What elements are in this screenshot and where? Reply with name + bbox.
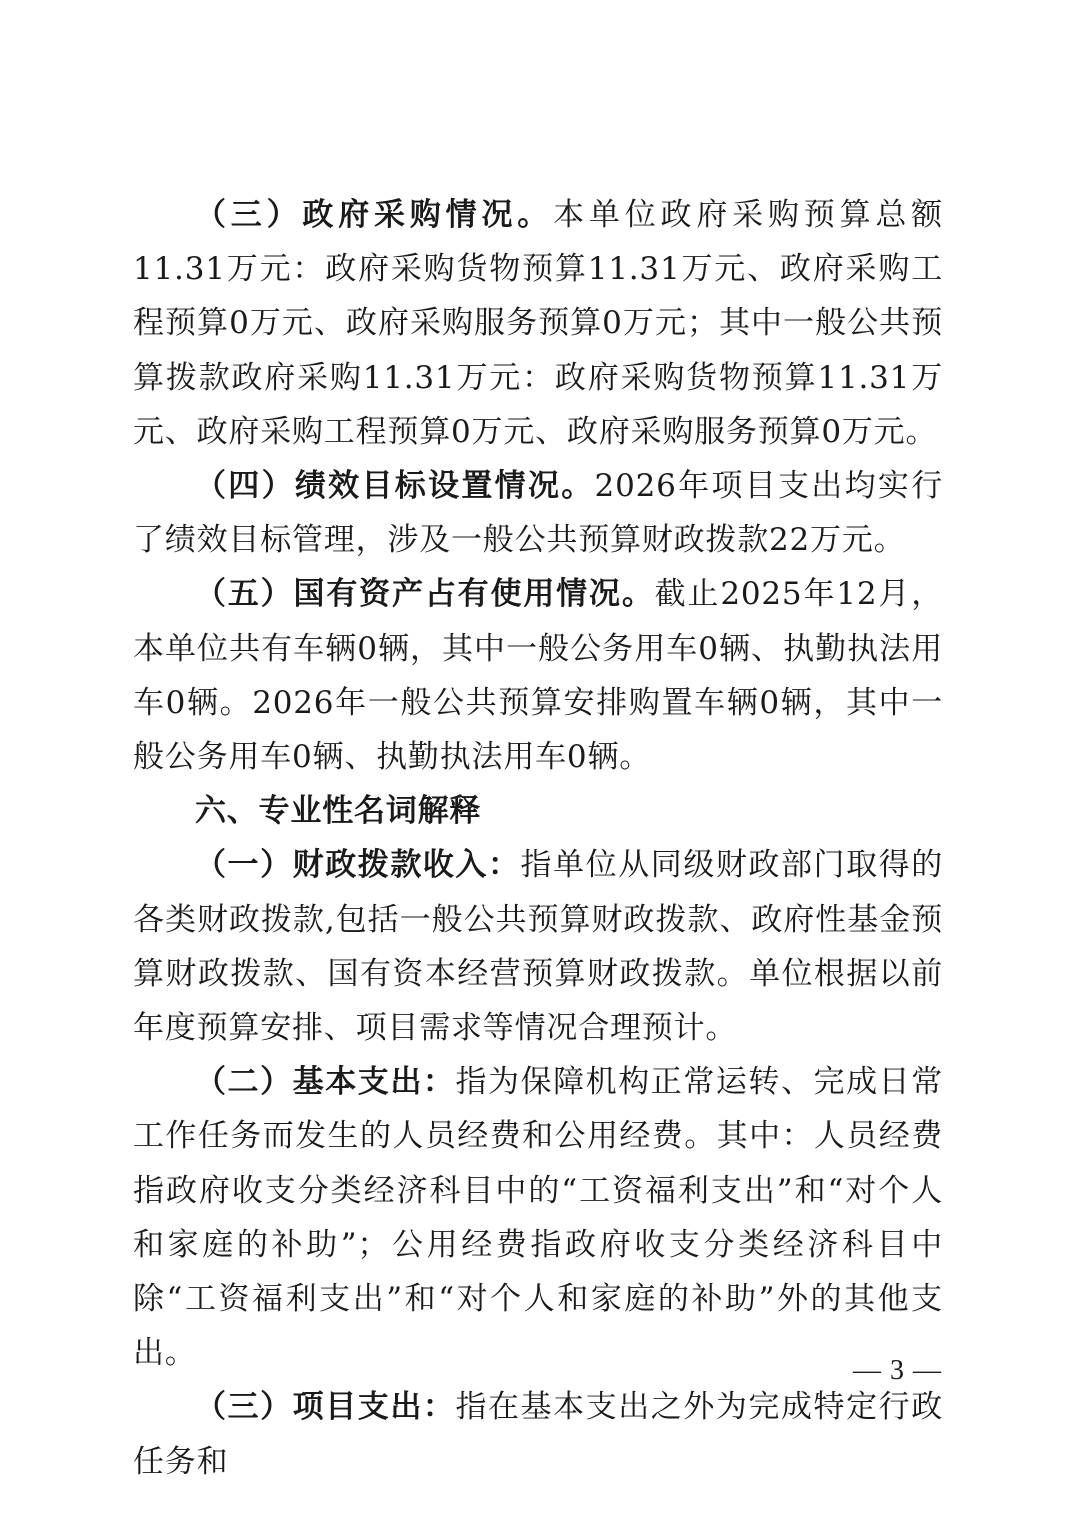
paragraph-government-procurement [133, 188, 943, 459]
paragraph-state-assets [133, 567, 943, 784]
document-body [133, 188, 943, 1489]
definition-basic-expenditure [133, 1055, 943, 1380]
definition-term: （三）项目支出： [195, 1389, 456, 1426]
page-number: — 3 — [853, 1355, 942, 1386]
definition-term: （一）财政拨款收入： [195, 847, 521, 884]
definition-project-expenditure [133, 1380, 943, 1488]
paragraph-text: 2026年项目支出均实行了绩效目标管理，涉及一般公共预算财政拨款22万元。 [133, 468, 943, 559]
definition-term: （二）基本支出： [195, 1064, 456, 1101]
paragraph-lead: （四）绩效目标设置情况。 [195, 468, 595, 505]
paragraph-lead: （五）国有资产占有使用情况。 [195, 576, 655, 613]
definition-text: 指单位从同级财政部门取得的各类财政拨款,包括一般公共预算财政拨款、政府性基金预算财政拨款、国有资本经营预算财政拨款。单位根据以前年度预算安排、项目需求等情况合理预计。 [133, 847, 943, 1047]
section-heading: 六、专业性名词解释 [195, 793, 482, 830]
paragraph-performance-targets [133, 459, 943, 567]
paragraph-text: 截止2025年12月，本单位共有车辆0辆，其中一般公务用车0辆、执勤执法用车0辆。2026年一般公共预算安排购置车辆0辆，其中一般公务用车0辆、执勤执法用车0辆。 [133, 576, 944, 776]
definition-text: 指为保障机构正常运转、完成日常工作任务而发生的人员经费和公用经费。其中：人员经费指政府收支分类经济科目中的“工资福利支出”和“对个人和家庭的补助”；公用经费指政府收支分类经济科目中除“工资福利支出”和“对个人和家庭的补助”外的其他支出。 [133, 1064, 943, 1372]
definition-text: 指在基本支出之外为完成特定行政任务和 [133, 1389, 943, 1480]
paragraph-text: 本单位政府采购预算总额11.31万元：政府采购货物预算11.31万元、政府采购工程预算0万元、政府采购服务预算0万元；其中一般公共预算拨款政府采购11.31万元：政府采购货物预算11.31万元、政府采购工程预算0万元、政府采购服务预算0万元。 [133, 197, 943, 450]
paragraph-lead: （三）政府采购情况。 [195, 197, 554, 233]
definition-fiscal-appropriation-income [133, 838, 943, 1055]
